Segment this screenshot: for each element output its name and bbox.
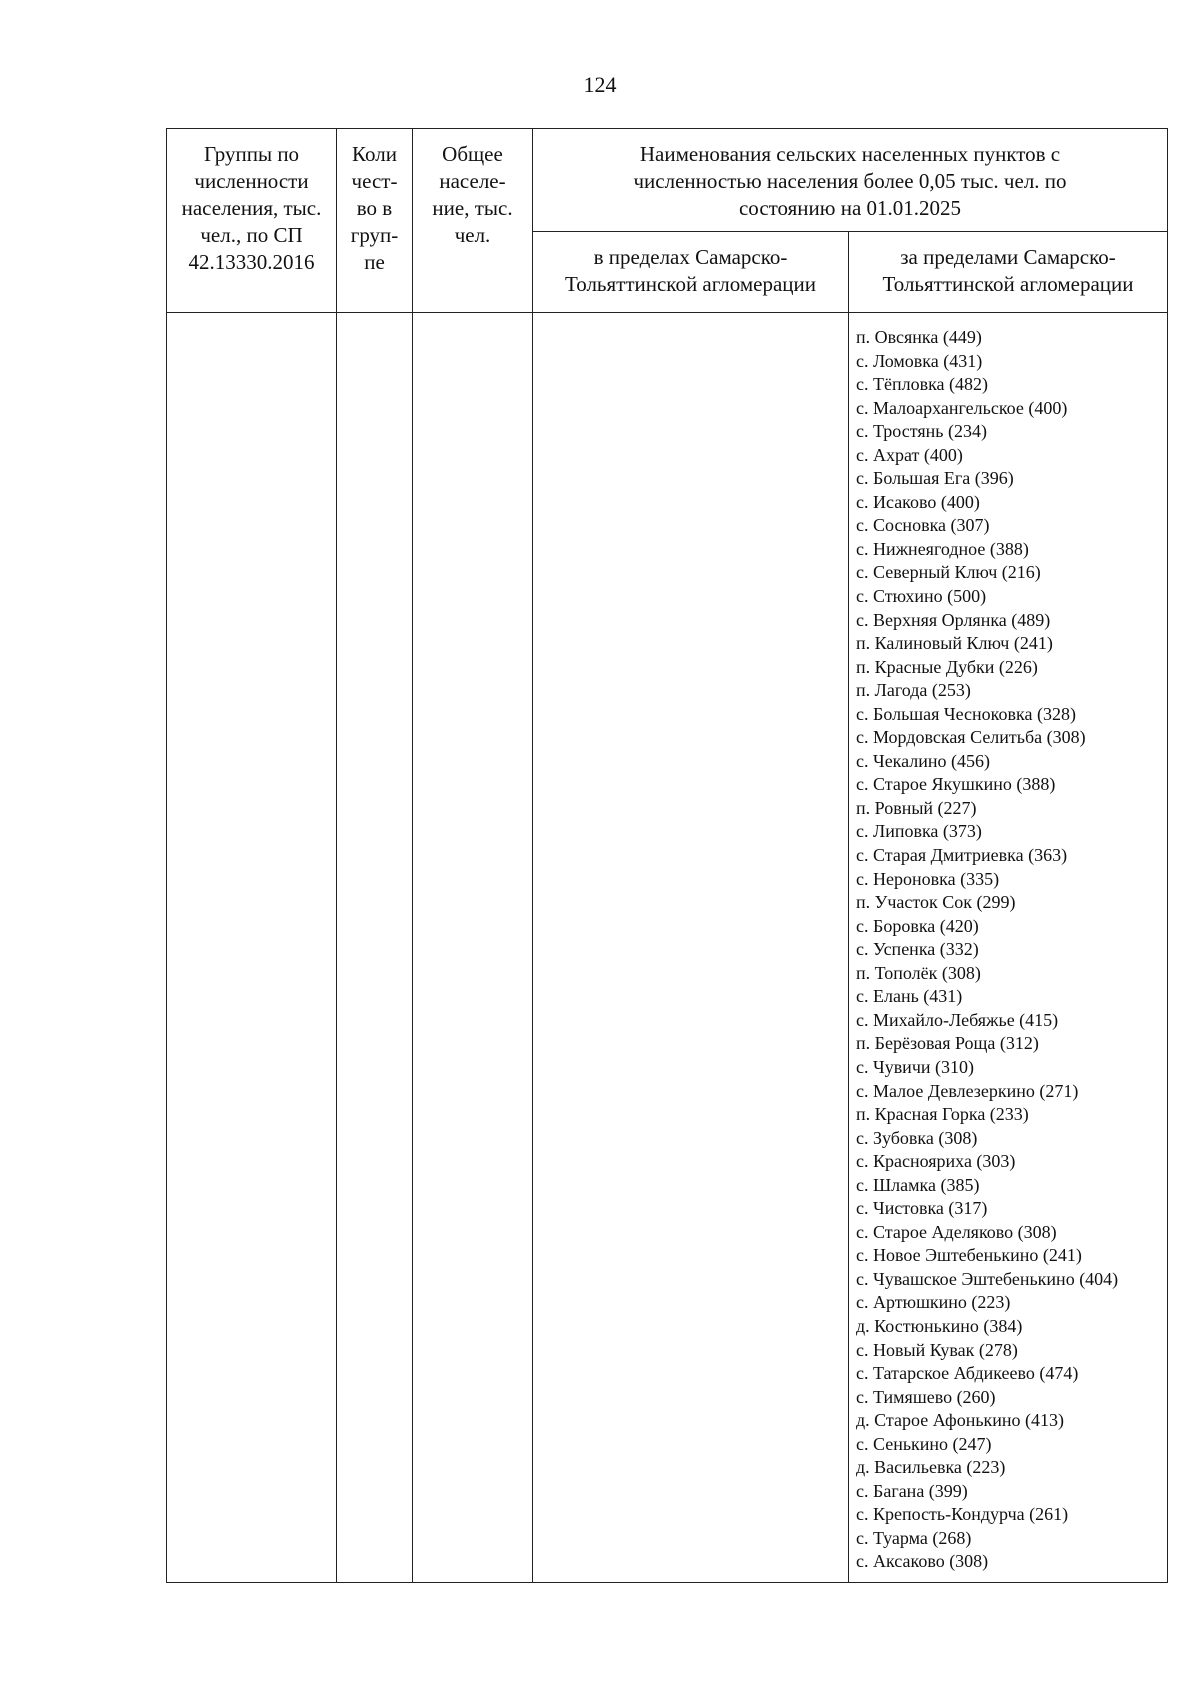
settlement-item: п. Берёзовая Роща (312) bbox=[856, 1033, 1039, 1054]
header-population-group: Группы по численности населения, тыс. чел., по СП 42.13330.2016 bbox=[167, 129, 337, 313]
settlement-item: с. Старая Дмитриевка (363) bbox=[856, 845, 1068, 866]
settlement-item: д. Старое Афонькино (413) bbox=[856, 1410, 1065, 1431]
settlement-item: с. Новое Эштебенькино (241) bbox=[856, 1245, 1082, 1266]
settlement-item: с. Тростянь (234) bbox=[856, 421, 987, 442]
settlement-item: п. Ровный (227) bbox=[856, 797, 977, 818]
settlement-item: с. Верхняя Орлянка (489) bbox=[856, 609, 1051, 630]
settlement-item: с. Татарское Абдикеево (474) bbox=[856, 1363, 1079, 1384]
settlement-item: п. Калиновый Ключ (241) bbox=[856, 633, 1053, 654]
settlement-item: с. Большая Чесноковка (328) bbox=[856, 703, 1076, 724]
settlement-item: с. Багана (399) bbox=[856, 1480, 968, 1501]
settlement-item: с. Старое Якушкино (388) bbox=[856, 774, 1056, 795]
settlement-item: с. Чистовка (317) bbox=[856, 1198, 988, 1219]
header-settlement-names: Наименования сельских населенных пунктов с численностью населения более 0,05 тыс. чел. по состоянию на 01.01.2025 bbox=[533, 129, 1168, 232]
page-number: 124 bbox=[583, 72, 617, 97]
settlement-item: с. Новый Кувак (278) bbox=[856, 1339, 1018, 1360]
settlement-item: с. Старое Аделяково (308) bbox=[856, 1221, 1057, 1242]
settlement-item: с. Чувашское Эштебенькино (404) bbox=[856, 1268, 1119, 1289]
settlement-item: с. Мордовская Селитьба (308) bbox=[856, 727, 1086, 748]
settlement-item: с. Сосновка (307) bbox=[856, 515, 990, 536]
settlement-item: с. Сенькино (247) bbox=[856, 1433, 992, 1454]
settlement-item: с. Чувичи (310) bbox=[856, 1056, 974, 1077]
settlement-item: с. Стюхино (500) bbox=[856, 586, 987, 607]
settlement-item: с. Тимяшево (260) bbox=[856, 1386, 996, 1407]
settlement-item: п. Красные Дубки (226) bbox=[856, 656, 1038, 677]
header-count-in-group: Коли чест- во в груп- пе bbox=[337, 129, 413, 313]
settlement-item: с. Туарма (268) bbox=[856, 1527, 972, 1548]
settlement-item: с. Артюшкино (223) bbox=[856, 1292, 1011, 1313]
cell-count-in-group bbox=[337, 313, 413, 1583]
settlement-item: с. Зубовка (308) bbox=[856, 1127, 978, 1148]
cell-inside-agglomeration bbox=[533, 313, 849, 1583]
settlement-item: с. Чекалино (456) bbox=[856, 750, 991, 771]
settlement-item: д. Васильевка (223) bbox=[856, 1457, 1006, 1478]
settlement-item: с. Боровка (420) bbox=[856, 915, 979, 936]
settlements-table bbox=[166, 128, 1168, 1583]
settlement-item: п. Лагода (253) bbox=[856, 680, 971, 701]
settlement-item: с. Тёпловка (482) bbox=[856, 374, 989, 395]
settlement-item: п. Тополёк (308) bbox=[856, 962, 981, 983]
settlement-item: п. Красная Горка (233) bbox=[856, 1104, 1029, 1125]
settlement-item: с. Нижнеягодное (388) bbox=[856, 538, 1029, 559]
settlement-item: с. Ахрат (400) bbox=[856, 444, 963, 465]
settlement-item: с. Шламка (385) bbox=[856, 1174, 980, 1195]
cell-total-population bbox=[413, 313, 533, 1583]
cell-population-group bbox=[167, 313, 337, 1583]
cell-outside-agglomeration bbox=[849, 313, 1168, 1583]
table-row bbox=[167, 313, 1168, 1583]
settlement-item: с. Успенка (332) bbox=[856, 939, 979, 960]
settlement-item: с. Крепость-Кондурча (261) bbox=[856, 1504, 1069, 1525]
settlement-item: с. Северный Ключ (216) bbox=[856, 562, 1041, 583]
settlement-item: с. Липовка (373) bbox=[856, 821, 982, 842]
outside-settlements-list bbox=[856, 326, 1167, 1574]
settlement-item: с. Аксаково (308) bbox=[856, 1551, 989, 1572]
settlement-item: с. Малоархангельское (400) bbox=[856, 397, 1068, 418]
header-outside-agglomeration: за пределами Самарско-Тольяттинской агломерации bbox=[849, 232, 1168, 313]
settlement-item: с. Ломовка (431) bbox=[856, 350, 983, 371]
settlement-item: п. Участок Сок (299) bbox=[856, 892, 1016, 913]
settlement-item: с. Краснояриха (303) bbox=[856, 1151, 1016, 1172]
settlement-item: с. Нероновка (335) bbox=[856, 868, 1000, 889]
table-header-row bbox=[167, 129, 1168, 232]
settlement-item: с. Малое Девлезеркино (271) bbox=[856, 1080, 1079, 1101]
settlement-item: с. Большая Ега (396) bbox=[856, 468, 1014, 489]
settlement-item: д. Костюнькино (384) bbox=[856, 1315, 1023, 1336]
settlement-item: с. Исаково (400) bbox=[856, 491, 980, 512]
header-inside-agglomeration: в пределах Самарско-Тольяттинской агломерации bbox=[533, 232, 849, 313]
settlement-item: п. Овсянка (449) bbox=[856, 327, 982, 347]
settlement-item: с. Михайло-Лебяжье (415) bbox=[856, 1009, 1059, 1030]
settlement-item: с. Елань (431) bbox=[856, 986, 963, 1007]
header-total-population: Общее населе- ние, тыс. чел. bbox=[413, 129, 533, 313]
